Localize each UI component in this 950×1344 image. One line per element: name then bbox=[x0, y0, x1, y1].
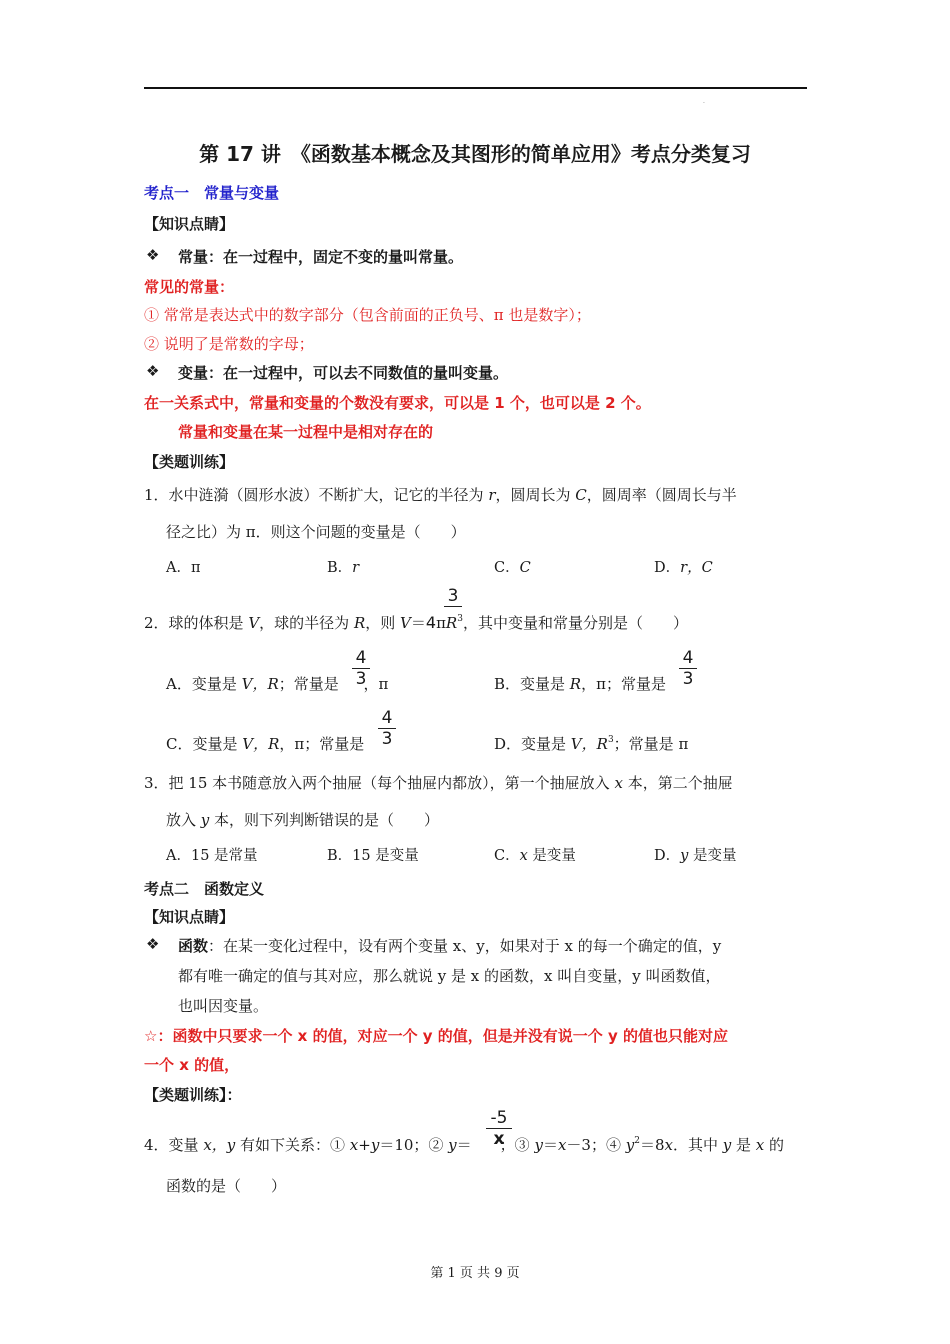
q2-option-c-fraction: 4 3 bbox=[378, 709, 396, 748]
q1-option-a: A．π bbox=[166, 560, 201, 576]
q2-stem-fraction-denominator: 4 bbox=[425, 613, 437, 632]
function-definition-line-1: 函数：在某一变化过程中，设有两个变量 x、y，如果对于 x 的每一个确定的值，y bbox=[178, 937, 722, 955]
q1-option-c: C．C bbox=[494, 560, 531, 576]
q2-option-d: D．变量是 V，$R^3$；常量是 π bbox=[494, 735, 689, 753]
q1-line-2: 径之比）为 π．则这个问题的变量是（ ） bbox=[166, 523, 466, 541]
common-constants-item-2: ② 说明了是常数的字母； bbox=[144, 335, 314, 353]
function-definition-line-2: 都有唯一确定的值与其对应，那么就说 y 是 x 的函数，x 叫自变量，y 叫函数值， bbox=[178, 967, 721, 985]
q3-option-b: B．15 是变量 bbox=[327, 848, 419, 864]
function-definition-line-3: 也叫因变量。 bbox=[178, 997, 269, 1015]
variable-definition: 变量：在一过程中，可以去不同数值的量叫变量。 bbox=[178, 364, 509, 382]
section-2-practice-tag: 【类题训练】： bbox=[144, 1086, 242, 1104]
page-footer: 第 1 页 共 9 页 bbox=[430, 1266, 520, 1281]
q3-option-a: A．15 是常量 bbox=[166, 848, 258, 864]
q2-option-b: B．变量是 R，π；常量是 bbox=[494, 675, 666, 693]
q2-option-a-fraction: 4 3 bbox=[352, 649, 370, 688]
constant-definition: 常量：在一过程中，固定不变的量叫常量。 bbox=[178, 248, 464, 266]
section-2-heading: 考点二 函数定义 bbox=[144, 880, 265, 898]
q1-option-b: B．r bbox=[327, 560, 360, 576]
section-1-knowledge-tag: 【知识点睛】 bbox=[144, 215, 235, 233]
section-1-practice-tag: 【类题训练】 bbox=[144, 453, 235, 471]
q1-option-d: D．r，C bbox=[654, 560, 713, 576]
q1-line-1: 1．水中涟漪（圆形水波）不断扩大，记它的半径为 r，圆周长为 C，圆周率（圆周长与半 bbox=[144, 486, 737, 504]
bullet-icon: ❖ bbox=[146, 246, 160, 264]
bullet-icon: ❖ bbox=[146, 935, 160, 953]
q2-option-a: A．变量是 V，R；常量是 ，π bbox=[166, 675, 389, 693]
section-1-heading: 考点一 常量与变量 bbox=[144, 184, 280, 202]
q2-stem: 2．球的体积是 V，球的半径为 R，则 $V=4\pi R^3$，其中变量和常量分别是（ ） bbox=[144, 613, 688, 632]
star-note-line-2: 一个 x 的值， bbox=[144, 1056, 240, 1074]
q2-option-b-fraction: 4 3 bbox=[679, 649, 697, 688]
q2-stem-fraction: 3 bbox=[444, 587, 462, 608]
q3-line-1: 3．把 15 本书随意放入两个抽屉（每个抽屉内都放），第一个抽屉放入 x 本，第二个抽屉 bbox=[144, 774, 733, 792]
q3-option-c: C．x 是变量 bbox=[494, 848, 576, 864]
section-1-note-1: 在一关系式中，常量和变量的个数没有要求，可以是 1 个，也可以是 2 个。 bbox=[144, 394, 651, 412]
q4-line-2: 函数的是（ ） bbox=[166, 1177, 287, 1195]
common-constants-item-1: ① 常常是表达式中的数字部分（包含前面的正负号、π 也是数字）； bbox=[144, 306, 591, 324]
star-note-line-1: ☆：函数中只要求一个 x 的值，对应一个 y 的值，但是并没有说一个 y 的值也只能对应 bbox=[144, 1027, 729, 1045]
q2-option-c: C．变量是 V，R，π；常量是 bbox=[166, 735, 365, 753]
header-rule bbox=[144, 87, 807, 89]
section-2-knowledge-tag: 【知识点睛】 bbox=[144, 908, 235, 926]
q4-fraction: -5 x bbox=[486, 1109, 512, 1148]
bullet-icon: ❖ bbox=[146, 362, 160, 380]
header-dot: . bbox=[703, 98, 705, 105]
q4-stem: 4．变量 x，y 有如下关系：① x+y＝10；② y＝ ；③ y＝x－3；④ $y^2=8x$．其中 y 是 x 的 bbox=[144, 1136, 785, 1154]
q3-option-d: D．y 是变量 bbox=[654, 848, 737, 864]
section-1-note-2: 常量和变量在某一过程中是相对存在的 bbox=[178, 423, 434, 441]
common-constants-title: 常见的常量： bbox=[144, 278, 235, 296]
page-title: 第 17 讲 《函数基本概念及其图形的简单应用》考点分类复习 bbox=[199, 142, 751, 166]
q3-line-2: 放入 y 本，则下列判断错误的是（ ） bbox=[166, 811, 440, 829]
